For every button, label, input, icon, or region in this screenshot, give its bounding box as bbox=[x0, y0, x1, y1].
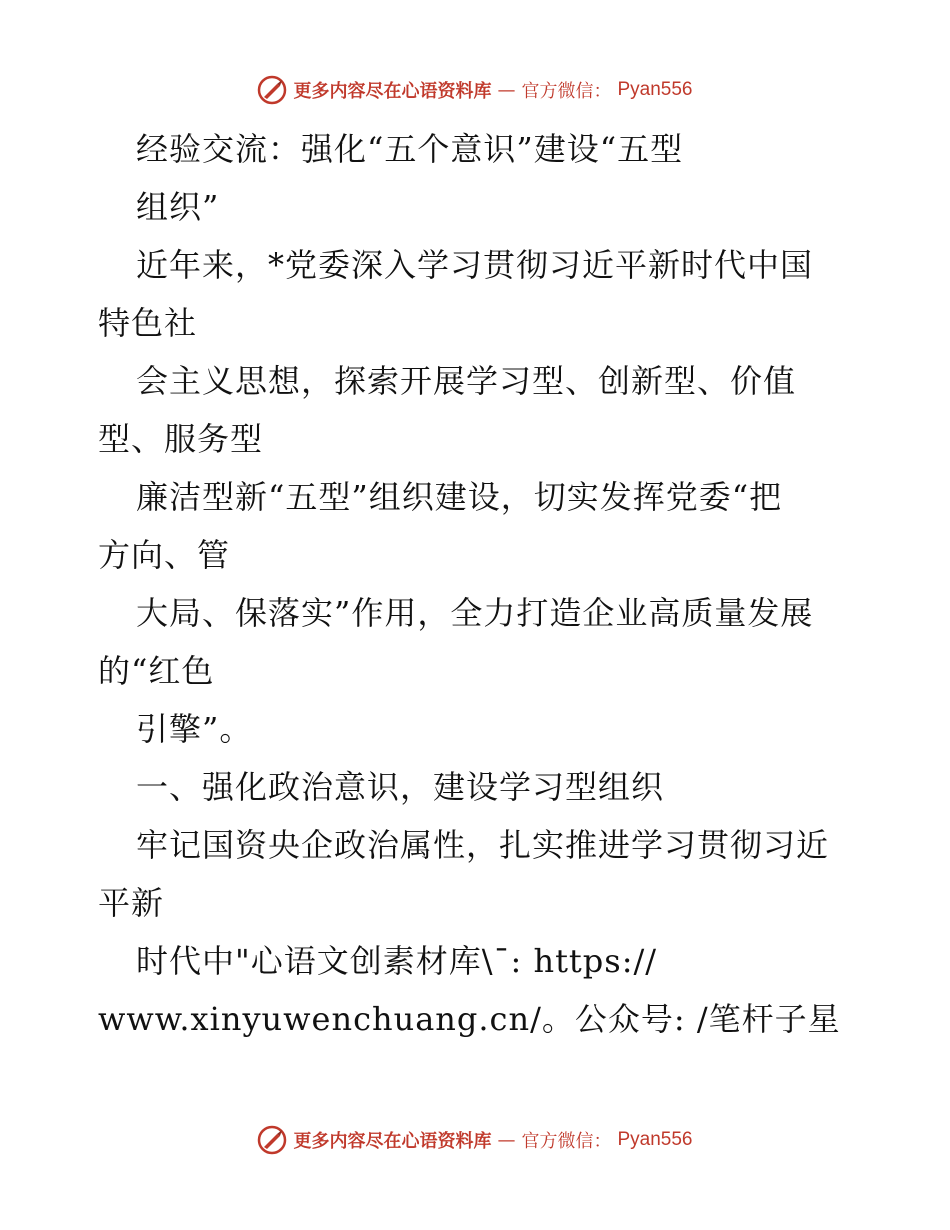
banner-title: 更多内容尽在心语资料库 bbox=[293, 1131, 492, 1152]
banner-wechat-id: Pyan556 bbox=[617, 1129, 693, 1150]
doc-line: 近年来，*党委深入学习贯彻习近平新时代中国 bbox=[136, 246, 814, 284]
banner-wechat-label: 官方微信： bbox=[521, 81, 612, 102]
doc-line: www.xinyuwenchuang.cn/。公众号: /笔杆子星 bbox=[98, 1000, 841, 1038]
banner-wechat-id: Pyan556 bbox=[617, 79, 693, 100]
doc-line: 方向、管 bbox=[98, 536, 231, 574]
doc-line: 的“红色 bbox=[98, 652, 215, 690]
doc-line: 大局、保落实”作用，全力打造企业高质量发展 bbox=[136, 594, 814, 632]
doc-line: 引擎”。 bbox=[136, 710, 253, 748]
header-banner bbox=[0, 70, 950, 110]
section-heading: 一、强化政治意识，建设学习型组织 bbox=[136, 768, 665, 806]
banner-title: 更多内容尽在心语资料库 bbox=[293, 81, 492, 102]
quill-logo-icon bbox=[257, 1125, 287, 1155]
quill-logo-icon bbox=[257, 75, 287, 105]
doc-line: 平新 bbox=[98, 884, 165, 922]
footer-banner bbox=[0, 1120, 950, 1160]
document-body bbox=[98, 120, 858, 1048]
doc-line: 时代中"心语文创素材库\¯: https:// bbox=[136, 942, 658, 980]
banner-dash: — bbox=[497, 1129, 516, 1151]
banner-wechat-label: 官方微信： bbox=[521, 1131, 612, 1152]
banner-dash: — bbox=[497, 79, 516, 101]
doc-line: 会主义思想，探索开展学习型、创新型、价值 bbox=[136, 362, 797, 400]
doc-line: 廉洁型新“五型”组织建设，切实发挥党委“把 bbox=[136, 478, 783, 516]
doc-line: 特色社 bbox=[98, 304, 198, 342]
doc-line: 经验交流：强化“五个意识”建设“五型 bbox=[136, 130, 684, 168]
doc-line: 型、服务型 bbox=[98, 420, 264, 458]
doc-line: 组织” bbox=[136, 188, 220, 226]
doc-line: 牢记国资央企政治属性，扎实推进学习贯彻习近 bbox=[136, 826, 830, 864]
